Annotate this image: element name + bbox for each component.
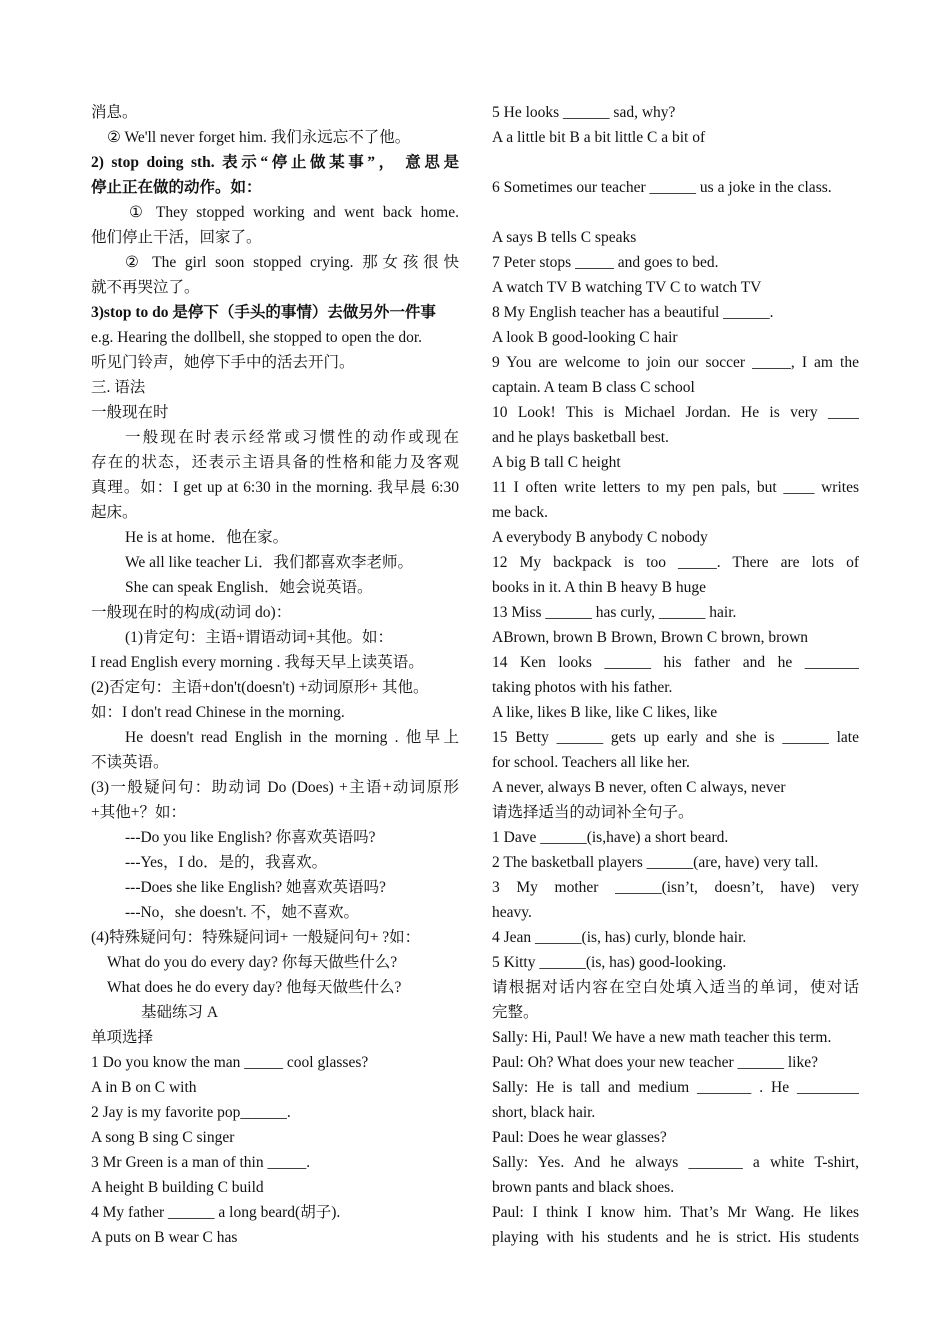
left-text-line: ① They stopped working and went back home. bbox=[129, 204, 459, 221]
right-text-line: me back. bbox=[492, 504, 548, 521]
right-text-line: Paul: I think I know him. That’s Mr Wang. He likes bbox=[492, 1204, 859, 1221]
right-text-line: 完整。 bbox=[492, 1004, 539, 1021]
left-text-line: (1)肯定句：主语+谓语动词+其他。如： bbox=[125, 629, 394, 646]
left-text-line: He is at home．他在家。 bbox=[125, 529, 289, 546]
right-text-line bbox=[492, 150, 859, 175]
left-text-line: 如：I don't read Chinese in the morning. bbox=[91, 704, 345, 721]
left-text-line: ---Do you like English? 你喜欢英语吗? bbox=[125, 829, 376, 846]
left-text-line: 存在的状态，还表示主语具备的性格和能力及客观 bbox=[91, 454, 459, 471]
left-text-line: (2)否定句：主语+don't(doesn't) +动词原形+ 其他。 bbox=[91, 679, 429, 696]
left-text-line: 三. 语法 bbox=[91, 379, 146, 396]
right-text-line: Sally: Hi, Paul! We have a new math teacher this term. bbox=[492, 1029, 832, 1046]
right-column bbox=[492, 100, 859, 1250]
right-text-line: 11 I often write letters to my pen pals, but ____ writes bbox=[492, 479, 859, 496]
left-text-line: 基础练习 A bbox=[141, 1004, 219, 1021]
right-text-line: short, black hair. bbox=[492, 1104, 596, 1121]
left-text-line: A height B building C build bbox=[91, 1179, 264, 1196]
right-text-line: A never, always B never, often C always, never bbox=[492, 779, 786, 796]
left-text-line: +其他+？如： bbox=[91, 804, 186, 821]
right-text-line: Sally: He is tall and medium _______ . He ________ bbox=[492, 1079, 859, 1096]
right-text-line: 12 My backpack is too _____. There are lots of bbox=[492, 554, 859, 571]
left-text-line: 2 Jay is my favorite pop______. bbox=[91, 1104, 291, 1121]
right-text-line: and he plays basketball best. bbox=[492, 429, 669, 446]
right-text-line: 7 Peter stops _____ and goes to bed. bbox=[492, 254, 719, 271]
left-text-line: ② We'll never forget him. 我们永远忘不了他。 bbox=[107, 129, 411, 146]
right-text-line: 5 Kitty ______(is, has) good-looking. bbox=[492, 954, 727, 971]
left-text-line: 一般现在时的构成(动词 do)： bbox=[91, 604, 292, 621]
left-text-line: 停止正在做的动作。如： bbox=[91, 179, 262, 196]
left-text-line: A in B on C with bbox=[91, 1079, 197, 1096]
left-text-line: 1 Do you know the man _____ cool glasses? bbox=[91, 1054, 369, 1071]
left-text-line: 消息。 bbox=[91, 104, 138, 121]
left-text-line: ---No，she doesn't. 不，她不喜欢。 bbox=[125, 904, 359, 921]
left-text-line: 听见门铃声，她停下手中的活去开门。 bbox=[91, 354, 355, 371]
right-text-line: heavy. bbox=[492, 904, 532, 921]
right-text-line: A look B good-looking C hair bbox=[492, 329, 678, 346]
right-text-line: A everybody B anybody C nobody bbox=[492, 529, 708, 546]
left-text-line: 不读英语。 bbox=[91, 754, 169, 771]
right-text-line: Paul: Oh? What does your new teacher ______ like? bbox=[492, 1054, 818, 1071]
right-text-line: captain. A team B class C school bbox=[492, 379, 695, 396]
right-text-line: A a little bit B a bit little C a bit of bbox=[492, 129, 706, 146]
right-text-line: 6 Sometimes our teacher ______ us a joke in the class. bbox=[492, 179, 832, 196]
left-text-line: What does he do every day? 他每天做些什么? bbox=[107, 979, 402, 996]
left-text-line: (4)特殊疑问句：特殊疑问词+ 一般疑问句+ ?如： bbox=[91, 929, 421, 946]
left-text-line: ---Does she like English? 她喜欢英语吗? bbox=[125, 879, 386, 896]
right-text-line: 2 The basketball players ______(are, have) very tall. bbox=[492, 854, 819, 871]
left-text-line: I read English every morning . 我每天早上读英语。 bbox=[91, 654, 424, 671]
right-text-line: 9 You are welcome to join our soccer _____, I am the bbox=[492, 354, 859, 371]
left-text-line: 2) stop doing sth. 表示“停止做某事”， 意思是 bbox=[91, 154, 459, 171]
left-column bbox=[91, 100, 459, 1250]
left-text-line: A song B sing C singer bbox=[91, 1129, 235, 1146]
left-text-line: A puts on B wear C has bbox=[91, 1229, 238, 1246]
left-text-line: e.g. Hearing the dollbell, she stopped to open the dor. bbox=[91, 329, 423, 346]
left-text-line: What do you do every day? 你每天做些什么? bbox=[107, 954, 398, 971]
right-text-line: taking photos with his father. bbox=[492, 679, 673, 696]
right-text-line: 8 My English teacher has a beautiful ______. bbox=[492, 304, 774, 321]
right-text-line: 请选择适当的动词补全句子。 bbox=[492, 804, 694, 821]
right-text-line: ABrown, brown B Brown, Brown C brown, brown bbox=[492, 629, 809, 646]
right-text-line: 13 Miss ______ has curly, ______ hair. bbox=[492, 604, 737, 621]
right-text-line: for school. Teachers all like her. bbox=[492, 754, 690, 771]
left-text-line: 就不再哭泣了。 bbox=[91, 279, 200, 296]
left-text-line: 3 Mr Green is a man of thin _____. bbox=[91, 1154, 311, 1171]
left-text-line: 4 My father ______ a long beard(胡子). bbox=[91, 1204, 341, 1221]
right-text-line: Sally: Yes. And he always _______ a white T-shirt, bbox=[492, 1154, 859, 1171]
right-text-line: 4 Jean ______(is, has) curly, blonde hair. bbox=[492, 929, 747, 946]
left-text-line: 他们停止干活，回家了。 bbox=[91, 229, 262, 246]
right-text-line: 5 He looks ______ sad, why? bbox=[492, 104, 676, 121]
right-text-line: A watch TV B watching TV C to watch TV bbox=[492, 279, 762, 296]
left-text-line: ② The girl soon stopped crying. 那女孩很快 bbox=[125, 254, 459, 271]
left-text-line: 一般现在时表示经常或习惯性的动作或现在 bbox=[125, 429, 459, 446]
right-text-line: 15 Betty ______ gets up early and she is ______ late bbox=[492, 729, 859, 746]
right-text-line: brown pants and black shoes. bbox=[492, 1179, 675, 1196]
right-text-line: 10 Look! This is Michael Jordan. He is very ____ bbox=[492, 404, 859, 421]
right-text-line: 1 Dave ______(is,have) a short beard. bbox=[492, 829, 729, 846]
right-text-line: 请根据对话内容在空白处填入适当的单词，使对话 bbox=[492, 979, 859, 996]
right-text-line bbox=[492, 200, 859, 225]
right-text-line: books in it. A thin B heavy B huge bbox=[492, 579, 706, 596]
right-text-line: 3 My mother ______(isn’t, doesn’t, have) very bbox=[492, 879, 859, 896]
left-text-line: 真理。如：I get up at 6:30 in the morning. 我早晨 6:30 bbox=[91, 479, 459, 496]
right-text-line: A big B tall C height bbox=[492, 454, 621, 471]
right-text-line: A says B tells C speaks bbox=[492, 229, 637, 246]
left-text-line: 一般现在时 bbox=[91, 404, 169, 421]
right-text-line: 14 Ken looks ______ his father and he _______ bbox=[492, 654, 859, 671]
left-text-line: She can speak English．她会说英语。 bbox=[125, 579, 373, 596]
right-text-line: A like, likes B like, like C likes, like bbox=[492, 704, 718, 721]
left-text-line: ---Yes，I do．是的，我喜欢。 bbox=[125, 854, 328, 871]
left-text-line: He doesn't read English in the morning . 他早上 bbox=[125, 729, 459, 746]
right-text-line: Paul: Does he wear glasses? bbox=[492, 1129, 667, 1146]
right-text-line: playing with his students and he is strict. His students bbox=[492, 1229, 859, 1246]
left-text-line: (3)一般疑问句：助动词 Do (Does) +主语+动词原形 bbox=[91, 779, 459, 796]
left-text-line: 起床。 bbox=[91, 504, 138, 521]
left-text-line: We all like teacher Li．我们都喜欢李老师。 bbox=[125, 554, 414, 571]
left-text-line: 3)stop to do 是停下（手头的事情）去做另外一件事 bbox=[91, 304, 436, 321]
left-text-line: 单项选择 bbox=[91, 1029, 154, 1046]
